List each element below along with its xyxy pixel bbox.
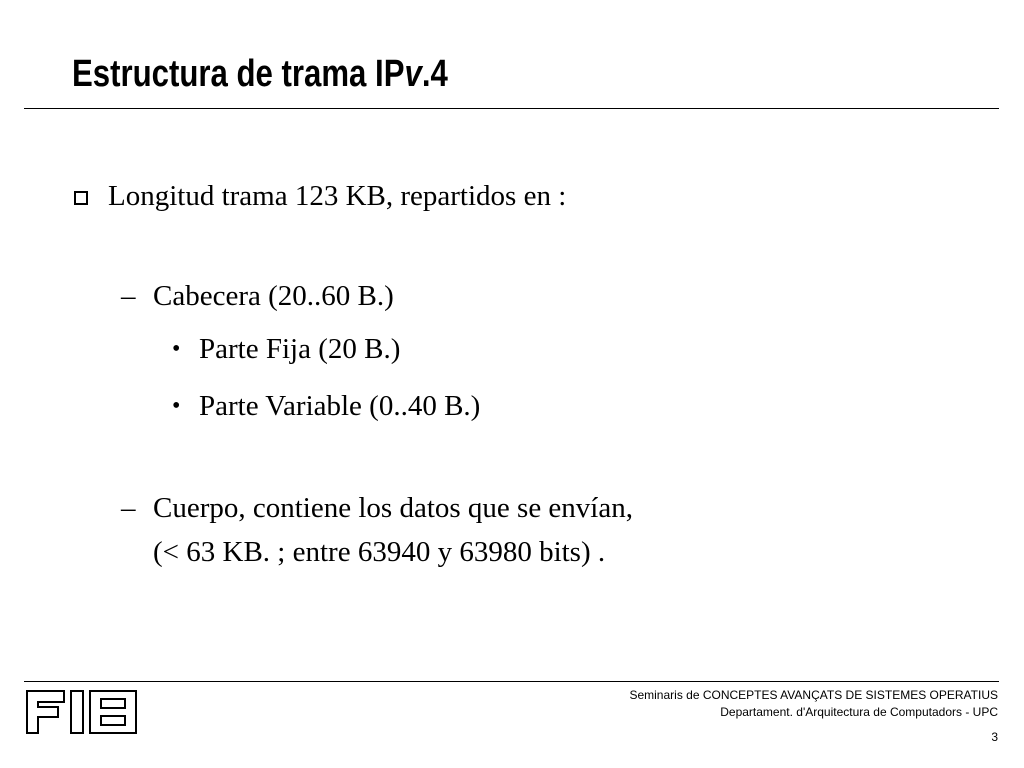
dot-bullet-icon: • bbox=[172, 393, 181, 419]
sub-item-cabecera: Cabecera (20..60 B.) bbox=[153, 280, 394, 312]
footer-department: Departament. d'Arquitectura de Computadors - UPC bbox=[720, 705, 998, 719]
dot-bullet-icon: • bbox=[172, 336, 181, 362]
slide-title bbox=[72, 48, 448, 100]
title-main: Estructura de trama IP bbox=[72, 53, 405, 95]
footer-seminar: Seminaris de CONCEPTES AVANÇATS DE SISTEMES OPERATIUS bbox=[629, 688, 998, 702]
title-italic: v bbox=[404, 53, 422, 95]
bullet-longitud: Longitud trama 123 KB, repartidos en : bbox=[108, 180, 567, 212]
footer-divider bbox=[24, 681, 999, 682]
sub-item-cuerpo-line2: (< 63 KB. ; entre 63940 y 63980 bits) . bbox=[153, 536, 606, 568]
sub-item-cuerpo-line1: Cuerpo, contiene los datos que se envían, bbox=[153, 492, 633, 524]
fib-logo-icon bbox=[26, 690, 138, 734]
subsub-item-parte-variable: Parte Variable (0..40 B.) bbox=[199, 390, 481, 422]
dash-icon: – bbox=[121, 492, 136, 524]
subsub-item-parte-fija: Parte Fija (20 B.) bbox=[199, 333, 401, 365]
dash-icon: – bbox=[121, 280, 136, 312]
page-number: 3 bbox=[991, 730, 998, 744]
fib-logo bbox=[26, 690, 138, 739]
title-divider bbox=[24, 108, 999, 109]
title-suffix: .4 bbox=[421, 53, 448, 95]
square-bullet-icon bbox=[74, 191, 88, 205]
